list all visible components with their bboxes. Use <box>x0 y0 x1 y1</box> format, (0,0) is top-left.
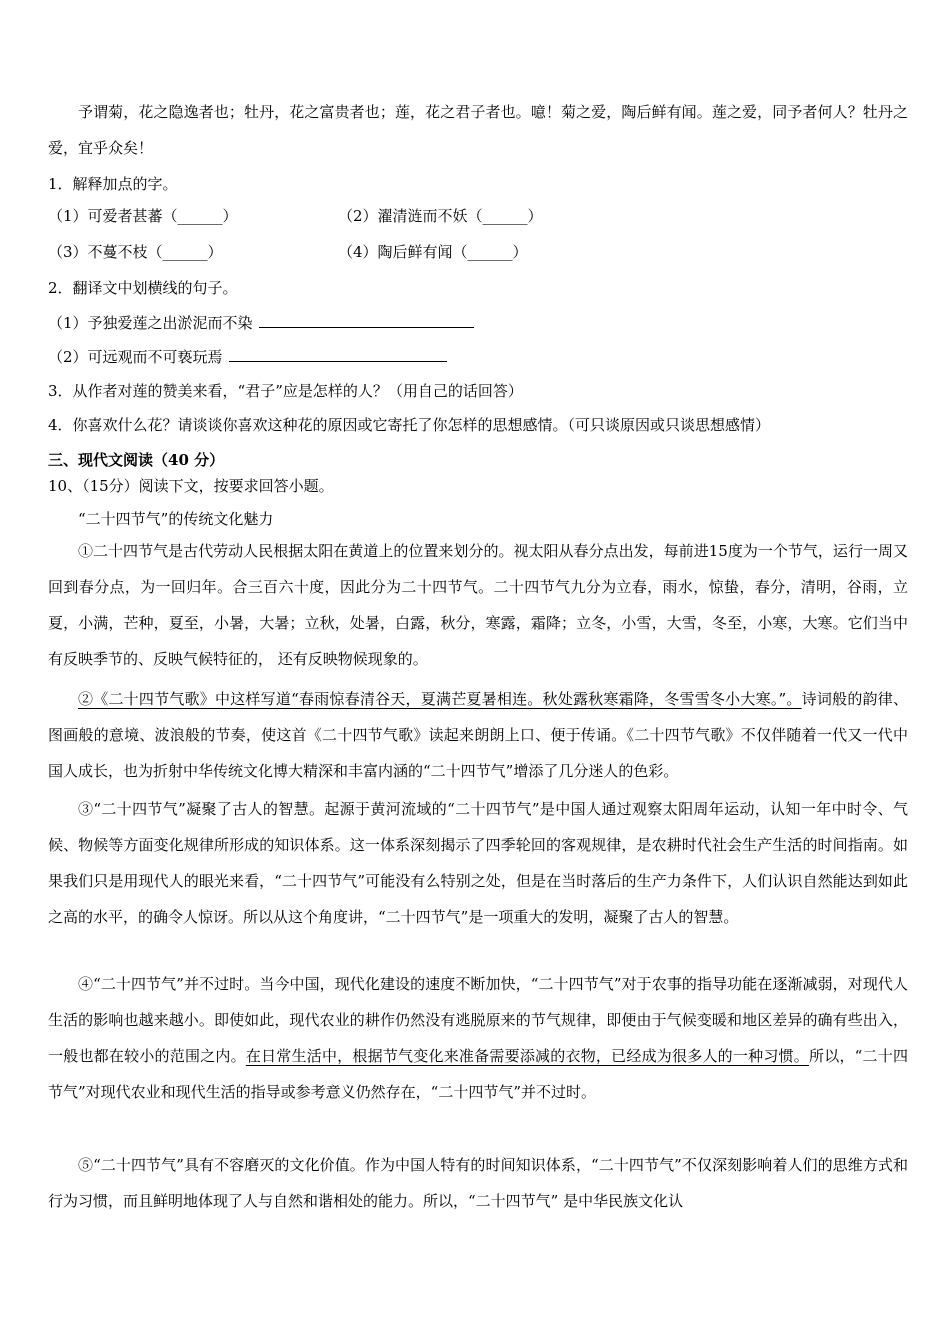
answer-blank-1[interactable] <box>259 313 474 328</box>
question-2-item-1-text: （1）予独爱莲之出淤泥而不染 <box>48 314 253 332</box>
article-title: “二十四节气”的传统文化魅力 <box>78 510 274 528</box>
intro-passage-line-1: 予谓菊，花之隐逸者也；牡丹，花之富贵者也；莲，花之君子者也。噫！菊之爱，陶后鲜有闻。莲之爱，同予者何 <box>78 103 833 121</box>
question-1-row-1 <box>48 206 908 228</box>
question-1-item-2: （2）濯清涟而不妖（______） <box>338 207 543 225</box>
paragraph-4-end: 所以，“二十四节气”对现代农业和现代生活的指导或参考意义仍然存在，“二十四节气”并不过时。 <box>48 1047 908 1101</box>
question-3: 3．从作者对莲的赞美来看，“君子”应是怎样的人？（用自己的话回答） <box>48 382 523 400</box>
article-paragraph-3: ③“二十四节气”凝聚了古人的智慧。起源于黄河流域的“二十四节气”是中国人通过观察太阳周年运动，认知一年中时令、气候、物候等方面变化规律所形成的知识体系。这一体系深刻揭示了四季轮回的客观规律，是农耕时代社会生产生活的时间指南。如果我们只是用现代人的眼光来看，“二十四节气”可能没有么特别之处，但是在当时落后的生产力条件下，人们认识自然能达到如此之高的水平，的确令人惊讶。所以从这个角度讲，“二十四节气”是一项重大的发明，凝聚了古人的智慧。 <box>48 800 908 926</box>
article-paragraph-5: ⑤“二十四节气”具有不容磨灭的文化价值。作为中国人特有的时间知识体系，“二十四节气”不仅深刻影响着人们的思维方式和行为习惯，而且鲜明地体现了人与自然和谐相处的能力。所以，“二十四节气” 是中华民族文化认 <box>48 1156 908 1210</box>
question-2-item-2-text: （2）可远观而不可亵玩焉 <box>48 348 223 366</box>
underlined-sentence-1: ②《二十四节气歌》中这样写道“春雨惊春清谷天，夏满芒夏暑相连。秋处露秋寒霜降，冬雪雪冬小大寒。”。 <box>78 690 802 708</box>
question-1-item-4: （4）陶后鲜有闻（______） <box>338 243 528 261</box>
intro-passage <box>48 94 908 166</box>
question-1-item-1: （1）可爱者甚蕃（______） <box>48 207 238 225</box>
question-1-title: 1．解释加点的字。 <box>48 175 178 193</box>
article-paragraph-4 <box>48 966 908 1110</box>
paragraph-2-rest: 诗词般的韵律、图画般的意境、波浪般的节奏，使这首《二十四节气歌》读起来朗朗上口、便于传诵。《二十四节气歌》不仅伴随着一代又一代中国人成长，也为折射中华传统文化博大精深和丰富内涵的“二十四节气”增添了几分迷人的色彩。 <box>48 690 908 780</box>
intro-passage-line-2: 人？牡丹之爱，宜乎众矣！ <box>48 103 908 157</box>
question-10-instruction: 10、（15分）阅读下文，按要求回答小题。 <box>48 477 334 495</box>
question-4: 4．你喜欢什么花？请谈谈你喜欢这种花的原因或它寄托了你怎样的思想感情。（可只谈原因或只谈思想感情） <box>48 416 771 434</box>
question-1-row-2 <box>48 242 908 264</box>
question-2-title: 2．翻译文中划横线的句子。 <box>48 279 238 297</box>
article-paragraph-2 <box>48 681 908 789</box>
question-1-item-3: （3）不蔓不枝（______） <box>48 243 223 261</box>
answer-blank-2[interactable] <box>229 347 447 362</box>
question-2-item-1 <box>48 313 908 335</box>
paragraph-4-start: ④“二十四节气”并不过时。当今中国，现代化建设的速度不断加快，“二十四节气”对于农事的指导功能在逐渐减弱，对现代人生活的影响也越来越小。即使如此，现代农业的耕作仍然没有逃脱原来的节气规律，即便由于气候变暖和地区差异的确有些出入，一般也都在较小的范围之内。 <box>48 975 908 1065</box>
article-paragraph-1: ①二十四节气是古代劳动人民根据太阳在黄道上的位置来划分的。视太阳从春分点出发，每前进15度为一个节气，运行一周又回到春分点，为一回归年。合三百六十度，因此分为二十四节气。二十四节气九分为立春，雨水，惊蛰，春分，清明，谷雨，立夏，小满，芒种，夏至，小暑，大暑；立秋，处暑，白露，秋分，寒露，霜降；立冬，小雪，大雪，冬至，小寒，大寒。它们当中有反映季节的、反映气候特征的， 还有反映物候现象的。 <box>48 542 908 668</box>
underlined-sentence-2: 在日常生活中，根据节气变化来准备需要添减的衣物，已经成为很多人的一种习惯。 <box>245 1047 809 1065</box>
question-2-item-2 <box>48 347 908 369</box>
section-3-heading: 三、现代文阅读（40 分） <box>48 451 225 469</box>
